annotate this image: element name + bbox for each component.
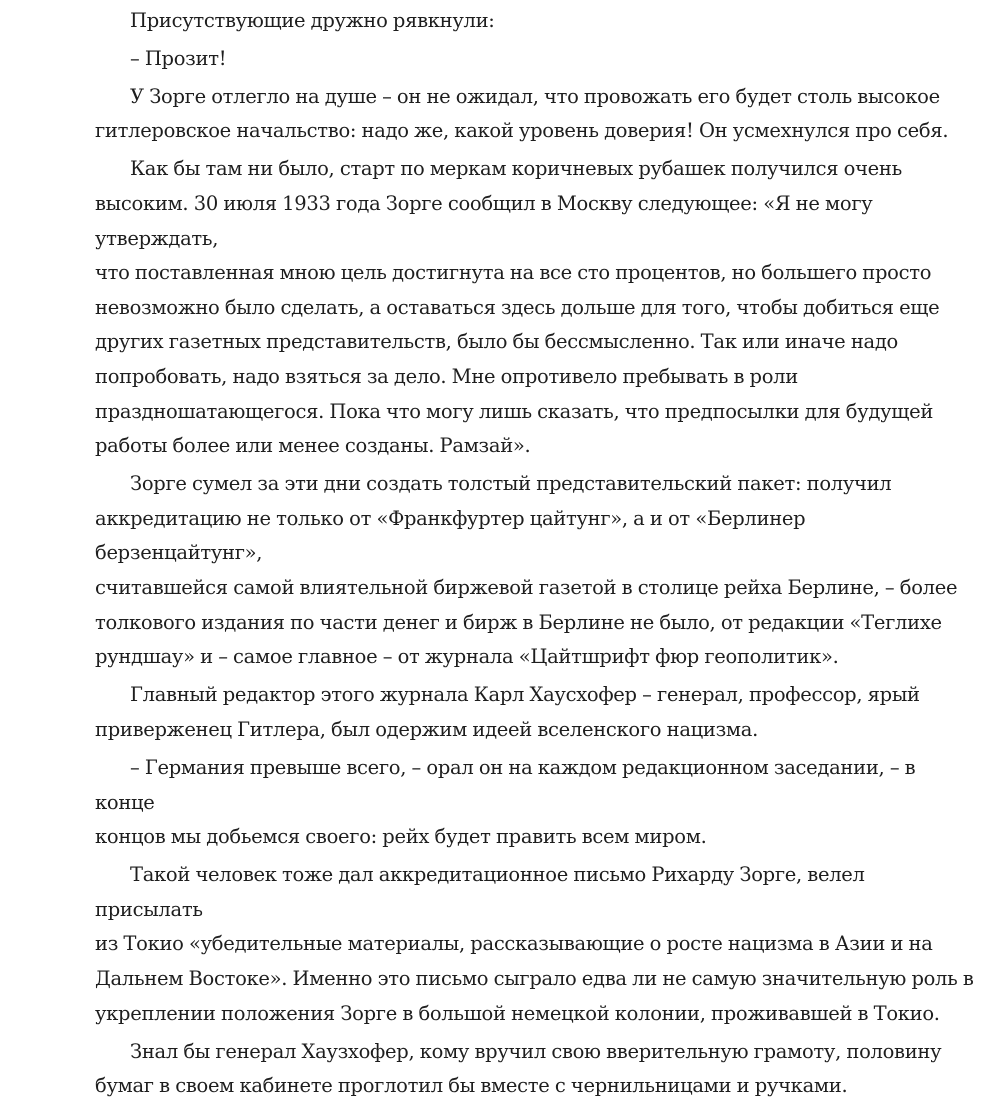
- text-line: – Прозит!: [130, 46, 227, 70]
- text-line: праздношатающегося. Пока что могу лишь сказать, что предпосылки для будущей: [95, 399, 934, 423]
- document-page: [95, 0, 975, 1104]
- text-line: считавшейся самой влиятельной биржевой газетой в столице рейха Берлине, – более: [95, 576, 958, 599]
- text-line: толкового издания по части денег и бирж в Берлине не было, от редакции «Теглихе: [95, 610, 942, 634]
- text-line: других газетных представительств, было бы бессмысленно. Так или иначе надо: [95, 330, 898, 354]
- text-line: невозможно было сделать, а оставаться здесь дольше для того, чтобы добиться еще: [95, 295, 940, 319]
- text-line: попробовать, надо взяться за дело. Мне опротивело пребывать в роли: [95, 364, 798, 388]
- text-line: аккредитацию не только от «Франкфуртер цайтунг», а и от «Берлинер берзенцайтунг»,: [95, 506, 806, 565]
- paragraph-2: [95, 42, 975, 77]
- paragraph-6: [95, 678, 975, 747]
- paragraph-5: [95, 467, 975, 675]
- text-line: – Германия превыше всего, – орал он на каждом редакционном заседании, – в конце: [95, 755, 916, 814]
- text-line: концов мы добьемся своего: рейх будет править всем миром.: [95, 825, 707, 849]
- text-line: укреплении положения Зорге в большой немецкой колонии, проживавшей в Токио.: [95, 1001, 940, 1025]
- text-line: бумаг в своем кабинете проглотил бы вместе с чернильницами и ручками.: [95, 1074, 848, 1098]
- paragraph-4: [95, 152, 975, 463]
- text-line: из Токио «убедительные материалы, рассказывающие о росте нацизма в Азии и на: [95, 932, 933, 956]
- text-line: Присутствующие дружно рявкнули:: [130, 9, 495, 32]
- text-line: Дальнем Востоке». Именно это письмо сыграло едва ли не самую значительную роль в: [95, 967, 974, 991]
- text-line: Знал бы генерал Хаузхофер, кому вручил свою вверительную грамоту, половину: [130, 1039, 942, 1063]
- text-line: У Зорге отлегло на душе – он не ожидал, что провожать его будет столь высокое: [130, 84, 940, 108]
- text-line: высоким. 30 июля 1933 года Зорге сообщил в Москву следующее: «Я не могу утверждать,: [95, 191, 873, 250]
- text-line: рундшау» и – самое главное – от журнала «Цайтшрифт фюр геополитик».: [95, 645, 839, 669]
- paragraph-7: [95, 751, 975, 855]
- text-line: Главный редактор этого журнала Карл Хаусхофер – генерал, профессор, ярый: [130, 683, 920, 707]
- paragraph-8: [95, 858, 975, 1031]
- text-line: гитлеровское начальство: надо же, какой уровень доверия! Он усмехнулся про себя.: [95, 119, 949, 143]
- text-line: работы более или менее созданы. Рамзай».: [95, 434, 531, 458]
- text-line: Зорге сумел за эти дни создать толстый представительский пакет: получил: [130, 472, 892, 496]
- text-line: Такой человек тоже дал аккредитационное письмо Рихарду Зорге, велел присылать: [95, 863, 865, 921]
- paragraph-9: [95, 1035, 975, 1104]
- text-line: приверженец Гитлера, был одержим идеей вселенского нацизма.: [95, 717, 759, 741]
- text-line: Как бы там ни было, старт по меркам коричневых рубашек получился очень: [130, 157, 902, 181]
- paragraph-3: [95, 80, 975, 149]
- paragraph-1: [95, 4, 975, 39]
- text-line: что поставленная мною цель достигнута на все сто процентов, но большего просто: [95, 261, 932, 285]
